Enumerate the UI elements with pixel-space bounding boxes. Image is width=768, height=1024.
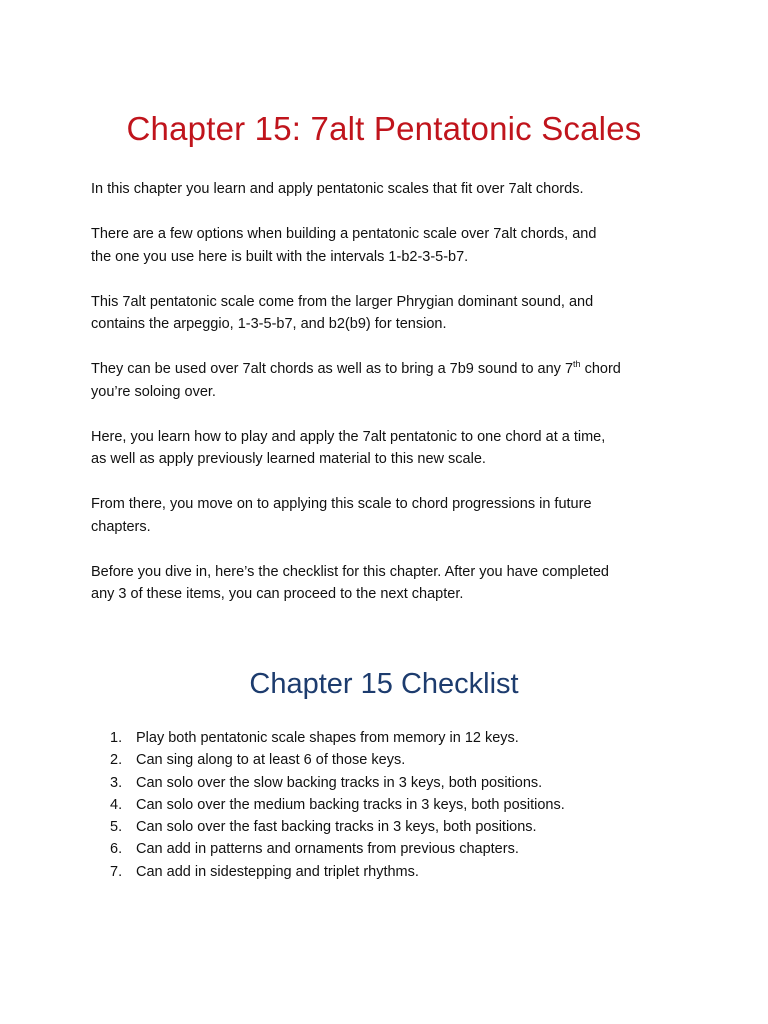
checklist-item [110, 794, 710, 816]
checklist-item [110, 816, 710, 838]
intro-paragraph-7 [91, 561, 691, 606]
checklist-item-number: 5. [110, 819, 123, 836]
intro-paragraph-6-line-1: From there, you move on to applying this scale to chord progressions in future [91, 496, 592, 512]
checklist-item-text: Play both pentatonic scale shapes from memory in 12 keys. [136, 730, 519, 746]
checklist-item-number: 6. [110, 841, 123, 858]
intro-paragraph-5-line-1: Here, you learn how to play and apply the 7alt pentatonic to one chord at a time, [91, 428, 606, 445]
intro-paragraph-2-line-1: There are a few options when building a pentatonic scale over 7alt chords, and [91, 226, 597, 242]
intro-paragraph-5-line-2: as well as apply previously learned material to this new scale. [91, 451, 486, 467]
checklist-title: Chapter 15 Checklist [249, 668, 519, 700]
intro-paragraph-4-line-2: you’re soloing over. [91, 383, 216, 400]
checklist-item [110, 772, 710, 794]
intro-paragraph-7-line-2: any 3 of these items, you can proceed to the next chapter. [91, 586, 464, 602]
checklist-item-text: Can add in patterns and ornaments from previous chapters. [136, 841, 519, 858]
ordinal-superscript: th [573, 359, 581, 370]
intro-paragraph-2 [91, 223, 691, 268]
intro-paragraph-2-line-2: the one you use here is built with the intervals 1-b2-3-5-b7. [91, 248, 469, 265]
checklist-item-number: 2. [110, 752, 123, 769]
checklist-item-number: 3. [110, 774, 123, 791]
intro-paragraph-5 [91, 426, 691, 471]
intro-paragraph-6-line-2: chapters. [91, 518, 151, 535]
checklist-item [110, 861, 710, 883]
intro-paragraph-6 [91, 493, 691, 538]
checklist-item-text: Can solo over the fast backing tracks in 3 keys, both positions. [136, 819, 537, 836]
checklist-item [110, 749, 710, 771]
intro-paragraph-3-line-2: contains the arpeggio, 1-3-5-b7, and b2(b9) for tension. [91, 316, 447, 332]
intro-paragraph-7-line-1: Before you dive in, here’s the checklist for this chapter. After you have completed [91, 563, 609, 580]
intro-paragraph-1 [91, 178, 691, 201]
intro-paragraph-1-line-1: In this chapter you learn and apply pentatonic scales that fit over 7alt chords. [91, 181, 584, 197]
checklist-item-number: 7. [110, 863, 123, 880]
checklist-item-text: Can sing along to at least 6 of those keys. [136, 752, 406, 769]
checklist-item [110, 727, 710, 749]
checklist-item [110, 838, 710, 860]
intro-paragraph-4 [91, 358, 691, 403]
intro-paragraph-3 [91, 291, 691, 336]
chapter-intro [91, 178, 691, 628]
intro-paragraph-4-line-1-end: chord [580, 361, 621, 377]
checklist-item-text: Can add in sidestepping and triplet rhythms. [136, 863, 419, 880]
checklist [110, 727, 710, 883]
intro-paragraph-4-line-1-start: They can be used over 7alt chords as well as to bring a 7b9 sound to any 7 [91, 361, 574, 377]
checklist-item-number: 4. [110, 796, 123, 813]
checklist-item-text: Can solo over the medium backing tracks in 3 keys, both positions. [136, 796, 565, 813]
intro-paragraph-3-line-1: This 7alt pentatonic scale come from the larger Phrygian dominant sound, and [91, 293, 594, 310]
checklist-item-text: Can solo over the slow backing tracks in 3 keys, both positions. [136, 774, 543, 791]
chapter-title: Chapter 15: 7alt Pentatonic Scales [126, 110, 642, 147]
checklist-item-number: 1. [110, 730, 123, 746]
